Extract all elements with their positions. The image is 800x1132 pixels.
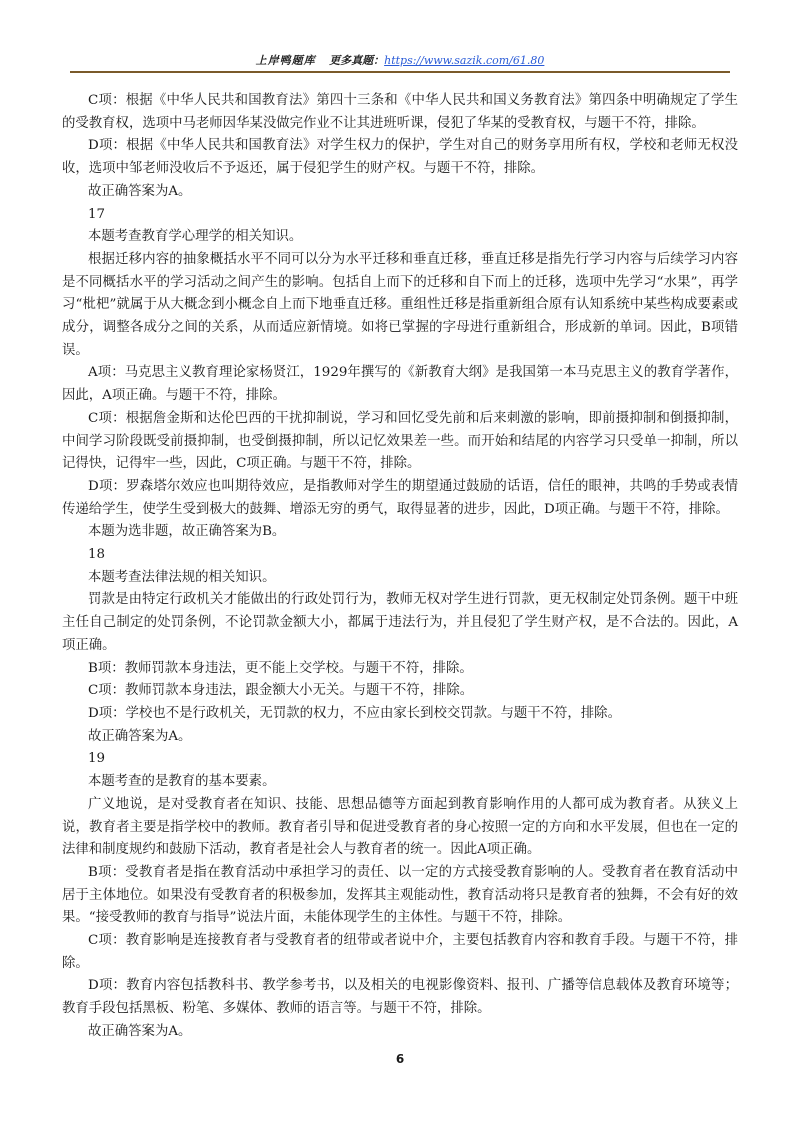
- paragraph: 故正确答案为A。: [88, 1023, 192, 1039]
- paragraph: B项：受教育者是指在教育活动中承担学习的责任、以一定的方式接受教育影响的人。受教育者在教育活动中居于主体地位。如果没有受教育者的积极参加，发挥其主观能动性，教育活动将只是教育者的独舞，不会有好的效果。“接受教师的教育与指导”说法片面，未能体现学生的主体性。与题干不符，排除。: [62, 864, 738, 926]
- question-number: 18: [88, 547, 106, 563]
- paragraph: 罚款是由特定行政机关才能做出的行政处罚行为，教师无权对学生进行罚款，更无权制定处罚条例。题干中班主任自己制定的处罚条例，不论罚款金额大小，都属于违法行为，并且侵犯了学生财产权，是不合法的。因此，A项正确。: [62, 592, 738, 653]
- paragraph: D项：罗森塔尔效应也叫期待效应，是指教师对学生的期望通过鼓励的话语，信任的眼神，共鸣的手势或表情传递给学生，使学生受到极大的鼓舞、增添无穷的勇气，取得显著的进步，因此，D项正确。与题干不符，排除。: [62, 478, 738, 517]
- page-number: 6: [395, 1052, 405, 1066]
- paragraph: C项：根据《中华人民共和国教育法》第四十三条和《中华人民共和国义务教育法》第四条中明确规定了学生的受教育权，选项中马老师因华某没做完作业不让其进班听课，侵犯了华某的受教育权，与题干不符，排除。: [62, 93, 738, 131]
- header-divider: [70, 71, 730, 73]
- paragraph: 根据迁移内容的抽象概括水平不同可以分为水平迁移和垂直迁移，垂直迁移是指先行学习内容与后续学习内容是不同概括水平的学习活动之间产生的影响。包括自上而下的迁移和自下而上的迁移，选项中先学习“水果”，再学习“枇杷”就属于从大概念到小概念自上而下地垂直迁移。重组性迁移是指重新组合原有认知系统中某些构成要素或成分，调整各成分之间的关系，从而适应新情境。如将已掌握的字母进行重新组合，形成新的单词。因此，B项错误。: [62, 251, 738, 358]
- paragraph: 本题为选非题，故正确答案为B。: [88, 524, 286, 540]
- paragraph: B项：教师罚款本身违法，更不能上交学校。与题干不符，排除。: [88, 660, 473, 676]
- question-number: 19: [88, 751, 106, 767]
- document-body: [62, 90, 738, 1044]
- paragraph: 本题考查教育学心理学的相关知识。: [88, 229, 303, 245]
- paragraph: D项：根据《中华人民共和国教育法》对学生权力的保护，学生对自己的财务享用所有权，学校和老师无权没收，选项中邹老师没收后不予返还，属于侵犯学生的财产权。与题干不符，排除。: [62, 138, 738, 177]
- question-number: 17: [88, 206, 106, 222]
- header-brand: 上岸鸭题库: [255, 54, 316, 67]
- paragraph: 本题考查的是教育的基本要素。: [88, 774, 276, 790]
- paragraph: C项：根据詹金斯和达伦巴西的干扰抑制说，学习和回忆受先前和后来刺激的影响，即前摄抑制和倒摄抑制，中间学习阶段既受前摄抑制，也受倒摄抑制，所以记忆效果差一些。而开始和结尾的内容学习只受单一抑制，所以记得快，记得牢一些，因此，C项正确。与题干不符，排除。: [62, 410, 738, 472]
- paragraph: 故正确答案为A。: [88, 183, 192, 199]
- header-url-link[interactable]: https://www.sazik.com/61.80: [384, 54, 545, 67]
- paragraph: D项：学校也不是行政机关，无罚款的权力，不应由家长到校交罚款。与题干不符，排除。: [88, 705, 621, 721]
- paragraph: 广义地说，是对受教育者在知识、技能、思想品德等方面起到教育影响作用的人都可成为教育者。从狭义上说，教育者主要是指学校中的教师。教育者引导和促进受教育者的身心按照一定的方向和水平发展，但也在一定的法律和制度规约和鼓励下活动，教育者是社会人与教育者的统一。因此A项正确。: [62, 796, 738, 858]
- paragraph: 故正确答案为A。: [88, 728, 192, 744]
- header-label: 更多真题：: [329, 54, 385, 67]
- paragraph: 本题考查法律法规的相关知识。: [88, 569, 276, 585]
- paragraph: C项：教师罚款本身违法，跟金额大小无关。与题干不符，排除。: [88, 683, 474, 699]
- page-header: [0, 52, 800, 68]
- paragraph: A项：马克思主义教育理论家杨贤江，1929年撰写的《新教育大纲》是我国第一本马克思主义的教育学著作，因此，A项正确。与题干不符，排除。: [62, 365, 738, 404]
- paragraph: C项：教育影响是连接教育者与受教育者的纽带或者说中介，主要包括教育内容和教育手段。与题干不符，排除。: [62, 933, 738, 971]
- paragraph: D项：教育内容包括教科书、教学参考书，以及相关的电视影像资料、报刊、广播等信息载体及教育环境等；教育手段包括黑板、粉笔、多媒体、教师的语言等。与题干不符，排除。: [62, 978, 738, 1017]
